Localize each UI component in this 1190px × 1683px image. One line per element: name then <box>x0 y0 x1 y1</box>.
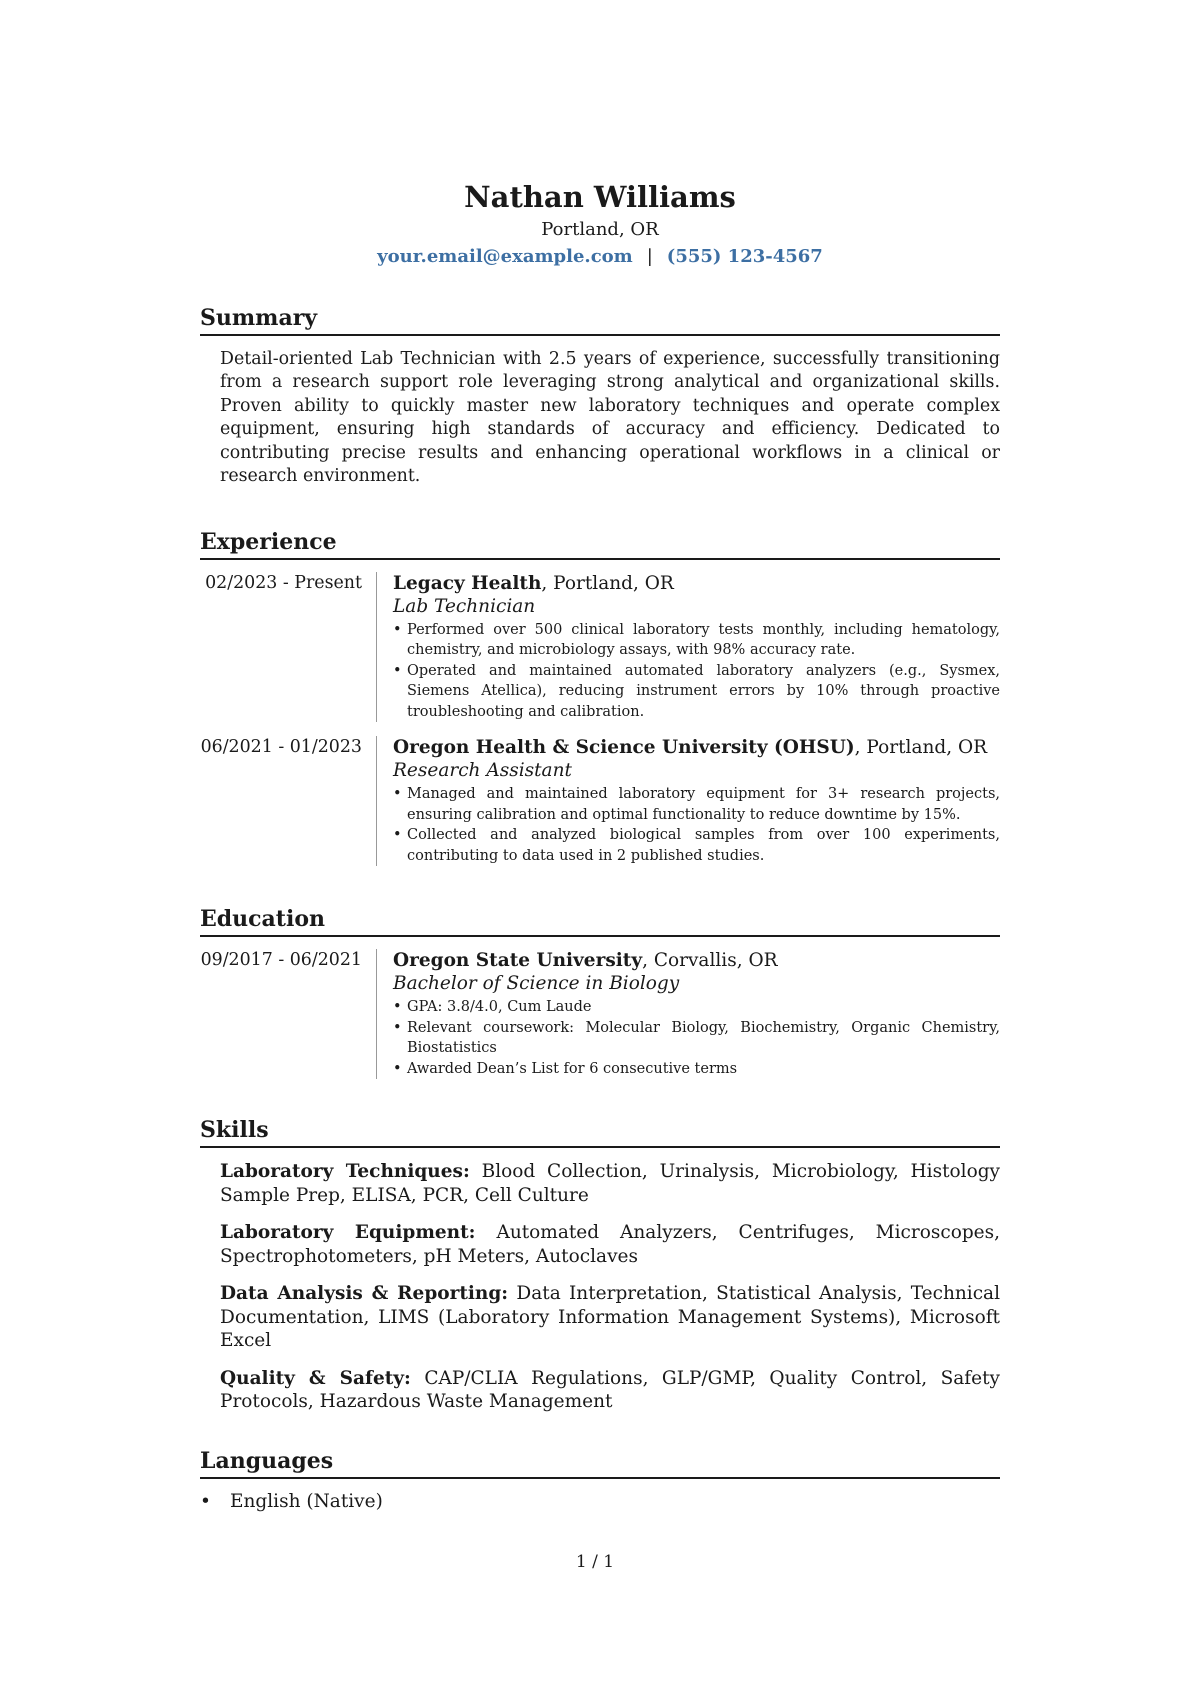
entry-date: 02/2023 - Present <box>205 572 362 593</box>
section-title: Summary <box>200 305 1000 336</box>
bullet-item: • Awarded Dean’s List for 6 consecutive terms <box>393 1059 1000 1080</box>
entry-body <box>376 572 1000 723</box>
experience-entries <box>200 572 1000 867</box>
skill-values: Automated Analyzers, Centrifuges, Microscopes, Spectrophotometers, pH Meters, Autoclaves <box>220 1222 1000 1267</box>
summary-section <box>200 305 1000 489</box>
skill-row <box>220 1221 1000 1268</box>
entry-organization <box>393 736 1000 759</box>
experience-entry <box>200 736 1000 866</box>
skill-values: CAP/CLIA Regulations, GLP/GMP, Quality Control, Safety Protocols, Hazardous Waste Management <box>220 1367 1000 1413</box>
skill-category: Quality & Safety: <box>220 1367 411 1389</box>
entry-organization <box>393 572 1000 595</box>
organization-location: , Portland, OR <box>541 572 674 594</box>
entry-role: Bachelor of Science in Biology <box>393 973 680 995</box>
skill-category: Laboratory Equipment: <box>220 1222 476 1244</box>
bullet-item: • Operated and maintained automated laboratory analyzers (e.g., Sysmex, Siemens Atellica), reducing instrument errors by 10% through proactive troubleshooting and calibration. <box>393 661 1000 723</box>
bullet-item: • Managed and maintained laboratory equipment for 3+ research projects, ensuring calibration and optimal functionality to reduce downtime by 15%. <box>393 784 1000 825</box>
bullet-item: • Relevant coursework: Molecular Biology, Biochemistry, Organic Chemistry, Biostatistics <box>393 1018 1000 1059</box>
education-section <box>200 906 1000 1079</box>
bullet-item: • GPA: 3.8/4.0, Cum Laude <box>393 997 1000 1018</box>
resume-page <box>200 180 1000 1512</box>
organization-name: Oregon State University <box>393 950 643 972</box>
entry-bullets <box>393 784 1000 866</box>
entry-role: Research Assistant <box>393 760 572 782</box>
contact-separator: | <box>646 245 653 267</box>
entry-date: 06/2021 - 01/2023 <box>200 737 362 758</box>
education-entry <box>200 949 1000 1079</box>
entry-date: 09/2017 - 06/2021 <box>200 950 362 971</box>
candidate-location: Portland, OR <box>541 218 659 240</box>
experience-section <box>200 529 1000 867</box>
skill-category: Laboratory Techniques: <box>220 1161 470 1183</box>
language-item: • English (Native) <box>200 1491 1000 1512</box>
organization-location: , Corvallis, OR <box>642 950 778 972</box>
section-title: Skills <box>200 1117 1000 1148</box>
resume-header <box>200 180 1000 267</box>
entry-body <box>376 949 1000 1079</box>
skills-section <box>200 1117 1000 1414</box>
organization-name: Oregon Health & Science University (OHSU) <box>393 737 855 759</box>
bullet-item: • Collected and analyzed biological samples from over 100 experiments, contributing to data used in 2 published studies. <box>393 825 1000 866</box>
organization-location: , Portland, OR <box>854 737 988 759</box>
summary-text: Detail-oriented Lab Technician with 2.5 years of experience, successfully transitioning from a research support role leveraging strong analytical and organizational skills. Proven ability to quickly master new laboratory techniques and operate complex equipment, ensuring high standards of accuracy and efficiency. Dedicated to contributing precise results and enhancing operational workflows in a clinical or research environment. <box>220 348 1000 487</box>
contact-line <box>200 246 1000 267</box>
entry-bullets <box>393 620 1000 723</box>
education-entries <box>200 949 1000 1079</box>
entry-bullets <box>393 997 1000 1079</box>
entry-body <box>376 736 1000 866</box>
phone-link[interactable]: (555) 123-4567 <box>666 245 823 267</box>
experience-entry <box>200 572 1000 723</box>
bullet-item: • Performed over 500 clinical laboratory tests monthly, including hematology, chemistry, and microbiology assays, with 98% accuracy rate. <box>393 620 1000 661</box>
candidate-name: Nathan Williams <box>464 180 736 214</box>
languages-list <box>200 1491 1000 1512</box>
entry-role: Lab Technician <box>393 595 536 617</box>
entry-organization <box>393 949 1000 972</box>
skill-values: Blood Collection, Urinalysis, Microbiology, Histology Sample Prep, ELISA, PCR, Cell Culture <box>220 1161 1000 1206</box>
organization-name: Legacy Health <box>393 572 542 594</box>
section-title: Education <box>200 906 1000 937</box>
page-number: 1 / 1 <box>575 1552 615 1572</box>
skill-row <box>220 1282 1000 1353</box>
section-title: Languages <box>200 1448 1000 1479</box>
email-link[interactable]: your.email@example.com <box>377 245 633 267</box>
skill-row <box>220 1367 1000 1414</box>
skill-values: Data Interpretation, Statistical Analysis, Technical Documentation, LIMS (Laboratory Information Management Systems), Microsoft Excel <box>220 1283 1000 1352</box>
section-title: Experience <box>200 529 1000 560</box>
skill-row <box>220 1160 1000 1207</box>
skill-category: Data Analysis & Reporting: <box>220 1283 509 1305</box>
skills-list <box>220 1160 1000 1414</box>
languages-section <box>200 1448 1000 1512</box>
